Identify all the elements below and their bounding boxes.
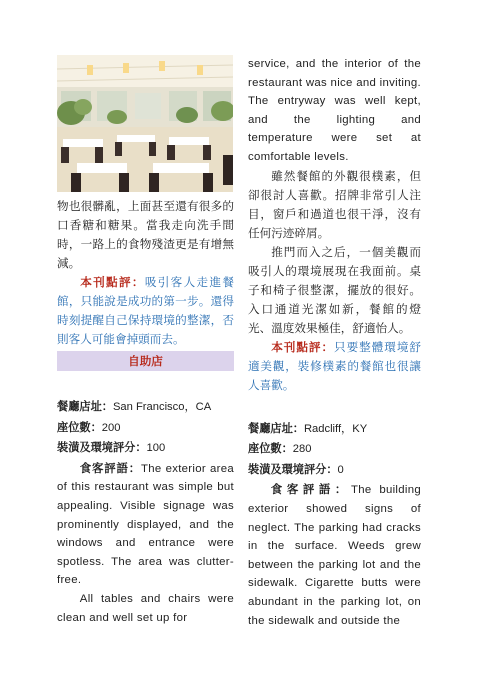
location-line (248, 419, 421, 440)
zh-paragraph-2: 推門而入之后，一個美觀而吸引人的環境展現在我面前。桌子和椅子很整潔，擺放的很好。入口通道光潔如新，餐館的燈光、溫度效果極佳，舒適怡人。 (248, 244, 421, 335)
seats-value: 280 (292, 443, 312, 456)
section-title-banner: 自助店 (57, 351, 234, 371)
location-value: Radcliff，KY (303, 422, 368, 435)
right-column (248, 55, 421, 630)
location-line (57, 397, 234, 418)
diner-comment (57, 459, 234, 590)
comment-label: 食客評語： (270, 482, 351, 497)
review-label: 本刊點評： (80, 275, 145, 289)
score-value: 100 (146, 442, 166, 455)
review-label: 本刊點評： (271, 339, 335, 354)
zh-paragraph-1: 雖然餐館的外觀很樸素，但卻很討人喜歡。招牌非常引人注目，窗戶和過道也很干淨，沒有任何污迹碎屑。 (248, 168, 421, 240)
editor-review (248, 338, 421, 395)
score-label: 裝潢及環境評分： (57, 440, 147, 455)
comment-text: The exterior area of this restaurant was simple but appealing. Visible signage was prominently displayed, and the windows and entrance were spotless. The area was clutter-free. (57, 462, 234, 587)
location-label: 餐廳店址： (248, 420, 304, 435)
comment-label: 食客評語： (79, 460, 142, 475)
location-label: 餐廳店址： (57, 399, 113, 413)
seats-line (248, 439, 421, 460)
score-line (57, 438, 234, 459)
location-value: San Francisco，CA (112, 401, 212, 413)
left-column (57, 197, 234, 627)
seats-line (57, 418, 234, 439)
comment-continuation: service, and the interior of the restaurant was nice and inviting. The entryway was well kept, and the lighting and temperature were set at comfortable levels. (248, 58, 421, 163)
seats-value: 200 (101, 421, 121, 434)
review-text: 吸引客人走進餐館，只能說是成功的第一步。還得時刻提醒自己保持環境的整潔，否則客人可能會掉頭而去。 (57, 275, 234, 346)
review-text: 只要整體環境舒適美觀，裝修樸素的餐館也很讓人喜歡。 (248, 339, 421, 392)
comment-text: The building exterior showed signs of neglect. The parking had cracks in the surface. Weeds grew between the parking lot and the sidewalk. Cigarette butts were abundant in the parking lot, on the sidewalk and outside the (248, 484, 421, 627)
score-label: 裝潢及環境評分： (248, 461, 338, 476)
restaurant-photo (57, 55, 233, 192)
seats-label: 座位數： (57, 419, 102, 434)
diner-comment-continued: All tables and chairs were clean and well set up for (57, 592, 234, 624)
score-value: 0 (337, 463, 344, 476)
intro-paragraph: 物也很髒亂，上面甚至還有很多的口香糖和糖果。當我走向洗手間時，一路上的食物殘渣更是有增無減。 (57, 199, 234, 270)
diner-comment (248, 480, 421, 630)
score-line (248, 460, 421, 481)
editor-review (57, 273, 234, 349)
seats-label: 座位數： (248, 441, 293, 456)
